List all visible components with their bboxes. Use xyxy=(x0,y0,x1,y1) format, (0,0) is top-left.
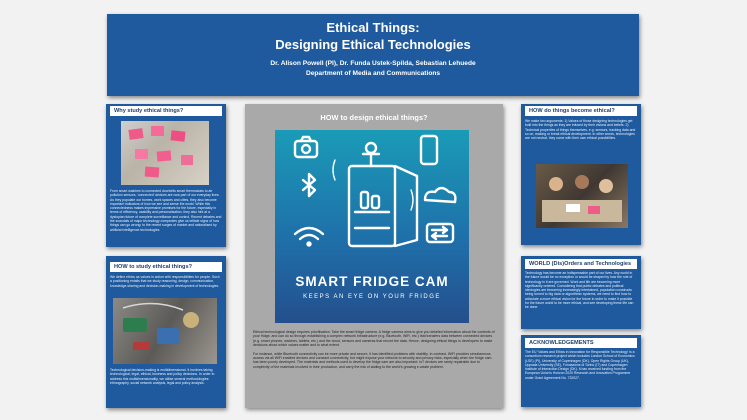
wifi-icon xyxy=(295,228,323,246)
how-become-panel xyxy=(521,104,641,245)
how-design-paragraph-1: Ethical technological design requires prioritisation. Take the smart fridge camera. A fridge camera aims to give you detailed information about the contents of your fridge, and can do so through establishing a complex network infrastructure (e.g. Bluetooth, WiFi, etc.) that transfers data between connected devices (e.g. smart phones, watches, tablets, etc.) and the cloud, sensors and cameras that record the data. Hence, designing ethical things in developers to make decisions about which values matter and to what extent. xyxy=(253,330,495,348)
how-become-text: We make two arguments: 1) Values of those designing technologies get built into the things as they are infused by their visions and beliefs. 2) Technical properties of things themselves, e.g. sensors, tracking data and so on, making or break ethical development. In other words, technologies are not neutral, they come with their own ethical possibilities. xyxy=(525,119,636,141)
fridge-cam-subtitle: KEEPS AN EYE ON YOUR FRIDGE xyxy=(303,294,441,300)
how-become-title: HOW do things become ethical? xyxy=(525,106,637,116)
why-study-panel xyxy=(106,104,226,247)
fridge-illustration xyxy=(275,130,469,270)
world-disorders-text: Technology has become an indispensable part of our lives. Any world in the future would be no exception or would be shaped by how the role of technology in it are governed. Work and life are becoming more significantly ordered. Considering that public debates and political ideologies are becoming increasingly intertwined, population constructs being turned to big data or algorithmic systems, we need to find how to articulate a more ethical vision for the future in order to make it possible for the future world to be more ethical, and see developing these life can be done. xyxy=(525,271,634,310)
sync-icon xyxy=(427,224,453,242)
fridge-icon xyxy=(349,143,417,246)
acknowledgements-text: The EU 'Values and Ethics in Innovation for Responsible Technology' is a consortium research project which includes London School of Economics (LSE) (PI), University of Copenhagen (DK), Open Rights Group (UK), Uppsala University (SE), Fondazione di Torino (IT) and Copenhagen Institute of Interaction Design (DK). It has received funding from the European Union's Horizon 2020 Research and Innovation Programme under Grant Agreement No. 732027. xyxy=(525,350,635,380)
how-design-title: HOW to design ethical things? xyxy=(320,113,428,122)
sticky-notes-photo xyxy=(121,121,209,185)
fridge-cam-title: SMART FRIDGE CAM xyxy=(295,274,449,289)
how-study-panel xyxy=(106,256,226,408)
acknowledgements-title: ACKNOWLEDGEMENTS xyxy=(525,338,637,348)
how-design-paragraph-2: For instance, while Bluetooth connectivity can be more private and secure, it has identified problems with stability. In contrast, WiFi provides simultaneous access via all WiFi enabled devices and constant connectivity, but might expose your network to security and privacy risks, especially when the fridge cam has been poorly developed. The materials and methods used to develop the fridge cam are also important: IoT devices are rarely repairable due to complexity of the materials involved in their production, and carry the risk of adding to the world's growing e-waste problem. xyxy=(253,351,492,369)
poster-title-line1: Ethical Things: xyxy=(326,20,420,35)
authors: Dr. Alison Powell (PI), Dr. Funda Ustek-Spilda, Sebastian Lehuede xyxy=(270,60,476,67)
workshop-photo xyxy=(536,164,628,228)
poster-title-line2: Designing Ethical Technologies xyxy=(275,37,471,52)
electronics-photo xyxy=(113,298,217,364)
why-study-text: From smart watches to connected doorbells smart thermostats to air pollution sensors, 'connected' devices are now part of our everyday lives. As they populate our homes, work spaces and cities, they also become important indicators of how we see and sense the world. While this connectedness makes impressive promises for the future, especially in terms of efficiency, usability and personalisation, they also hint at a dystopian future of complete surveillance and control. Recent debates and the scandals of major technology companies give us telltale signs of how things can go wrong: to the recent surges of market and rationalised by artificial intelligence technologies. xyxy=(110,189,222,232)
department: Department of Media and Communications xyxy=(305,70,441,77)
world-disorders-title: WORLD (Dis)Orders and Technologies xyxy=(525,259,637,269)
bluetooth-icon xyxy=(303,174,315,196)
why-study-title: Why study ethical things? xyxy=(110,106,222,116)
poster-header xyxy=(107,14,639,96)
acknowledgements-panel xyxy=(521,335,641,407)
world-disorders-panel xyxy=(521,256,641,329)
how-study-text-2: Technological decision-making is multidimensional. It involves taking technological, legal, ethical, business and policy decisions. In order to address this multidimensionality, we utilise several methodologies: ethnography, social network analysis, legal and policy analysis. xyxy=(110,368,215,385)
phone-icon xyxy=(421,136,437,164)
how-study-title: HOW to study ethical things? xyxy=(110,262,222,272)
cloud-icon xyxy=(425,188,455,202)
camera-icon xyxy=(295,137,317,157)
how-study-text-1: We define ethics as values in action with responsibilities for people. Such a positioning entails that we study reasoning, design, communication, knowledge-sharing and decision-making in development of technologies. xyxy=(110,275,220,288)
how-design-panel xyxy=(245,104,503,408)
how-design-text xyxy=(253,330,495,373)
smart-fridge-cam-card xyxy=(275,130,469,323)
